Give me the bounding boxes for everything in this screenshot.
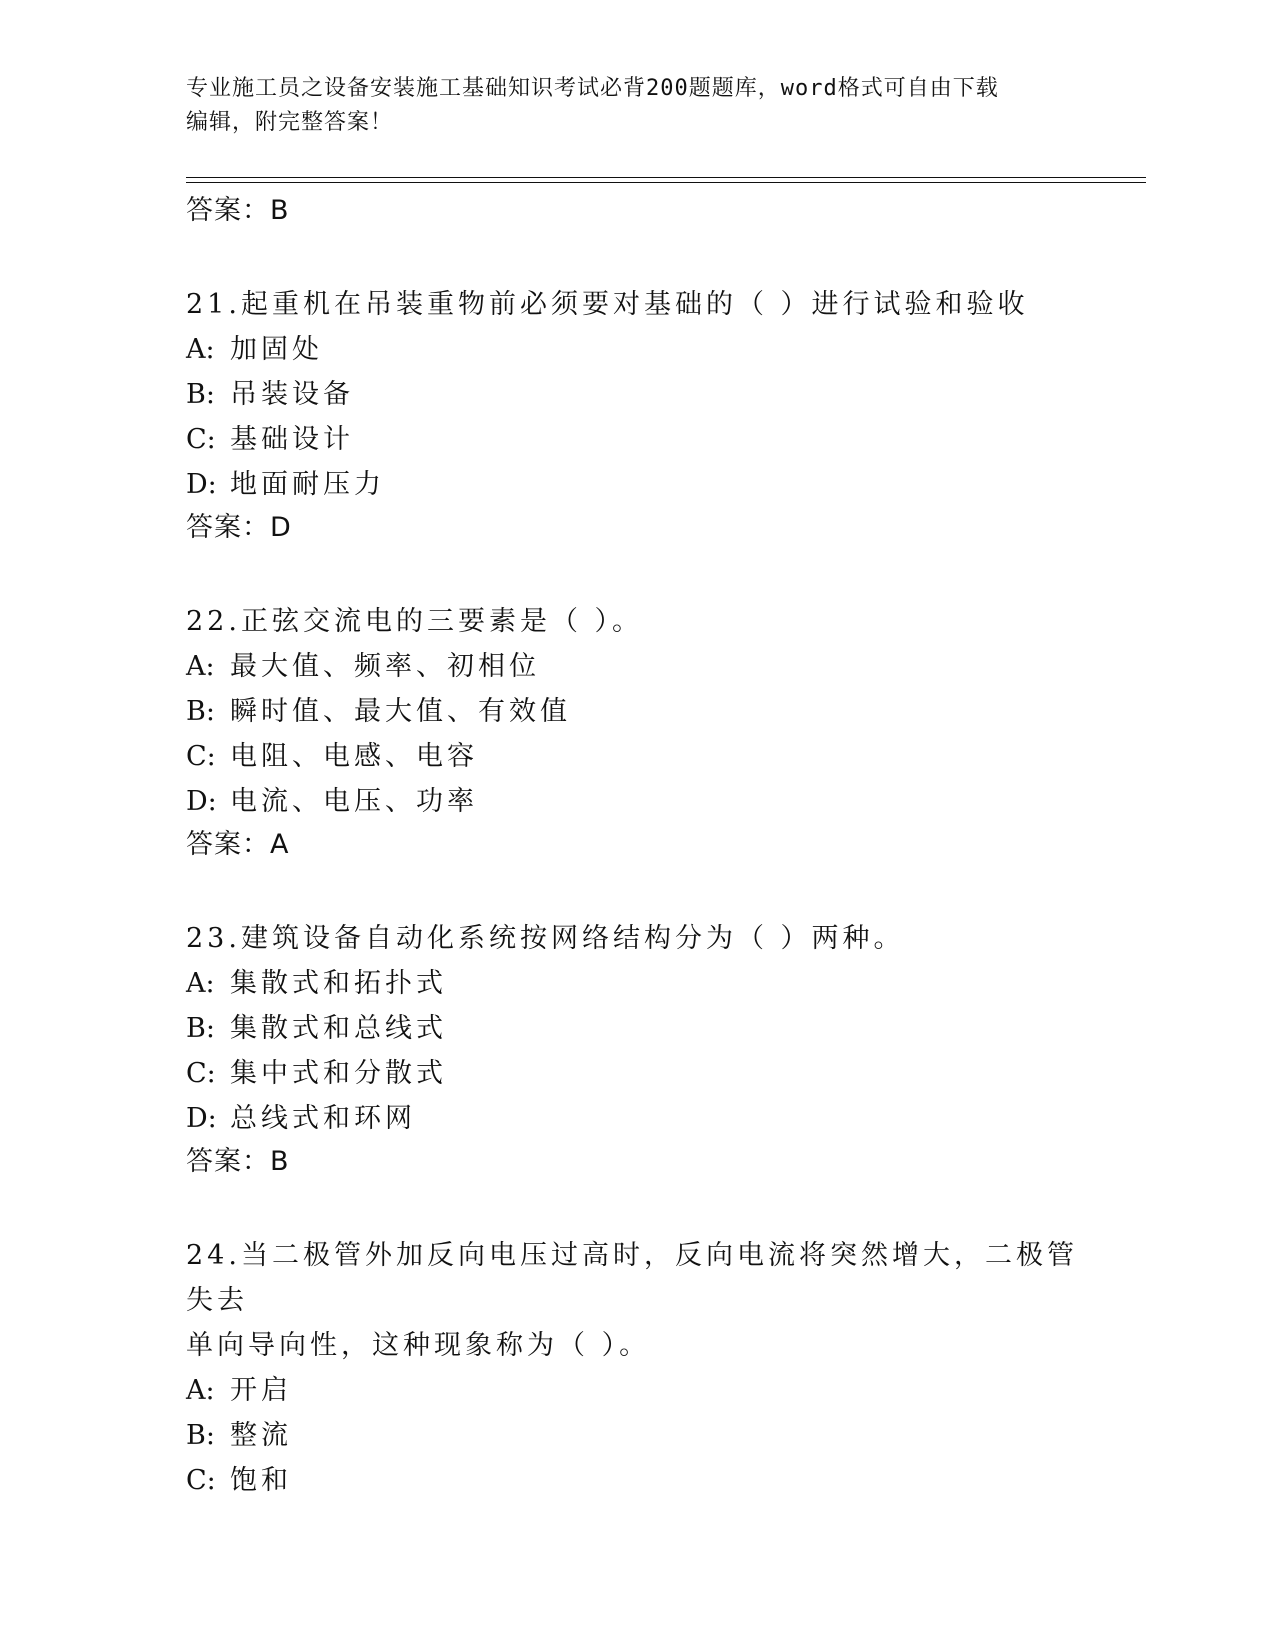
question-stem xyxy=(186,1233,1086,1368)
answer-value: D xyxy=(270,512,292,543)
answer-option xyxy=(186,327,1086,372)
header-divider-top xyxy=(186,177,1146,178)
question-stem-line: 单向导向性，这种现象称为（ ）。 xyxy=(186,1330,651,1361)
answer-prefix: 答案： xyxy=(186,195,270,226)
answer-option xyxy=(186,961,1086,1006)
option-key: C: xyxy=(186,424,216,455)
option-key: A: xyxy=(186,651,215,682)
option-key: B: xyxy=(186,696,215,727)
option-key: D: xyxy=(186,786,217,817)
answer-option xyxy=(186,644,1086,689)
question-stem-line: 22.正弦交流电的三要素是（ ）。 xyxy=(186,606,644,637)
answer-value: A xyxy=(270,829,290,860)
document-header xyxy=(186,72,1086,140)
option-key: D: xyxy=(186,1103,217,1134)
option-text: 开启 xyxy=(230,1375,292,1406)
option-text: 集中式和分散式 xyxy=(230,1058,447,1089)
answer-line xyxy=(186,1141,1086,1183)
option-text: 饱和 xyxy=(230,1465,292,1496)
option-text: 电阻、电感、电容 xyxy=(230,741,478,772)
option-text: 总线式和环网 xyxy=(230,1103,416,1134)
option-key: C: xyxy=(186,741,216,772)
option-text: 地面耐压力 xyxy=(230,469,385,500)
answer-option xyxy=(186,1368,1086,1413)
answer-option xyxy=(186,462,1086,507)
option-key: C: xyxy=(186,1058,216,1089)
option-key: B: xyxy=(186,379,215,410)
option-text: 瞬时值、最大值、有效值 xyxy=(230,696,571,727)
question-list xyxy=(186,190,1086,1503)
answer-option xyxy=(186,1006,1086,1051)
header-divider-bottom xyxy=(186,182,1146,183)
header-line-1: 专业施工员之设备安装施工基础知识考试必背200题题库，word格式可自由下载 xyxy=(186,76,999,101)
answer-line xyxy=(186,507,1086,549)
option-key: C: xyxy=(186,1465,216,1496)
answer-prefix: 答案： xyxy=(186,829,270,860)
question-stem-line: 24.当二极管外加反向电压过高时，反向电流将突然增大，二极管失去 xyxy=(186,1240,1078,1316)
option-text: 吊装设备 xyxy=(230,379,354,410)
header-line-2: 编辑，附完整答案！ xyxy=(186,110,394,135)
option-key: A: xyxy=(186,968,215,999)
option-text: 集散式和总线式 xyxy=(230,1013,447,1044)
option-text: 基础设计 xyxy=(230,424,354,455)
answer-value: B xyxy=(270,1146,290,1177)
option-text: 加固处 xyxy=(230,334,323,365)
answer-value: B xyxy=(270,195,290,226)
answer-option xyxy=(186,417,1086,462)
answer-option xyxy=(186,779,1086,824)
answer-line xyxy=(186,824,1086,866)
question-stem xyxy=(186,282,1086,327)
option-text: 最大值、频率、初相位 xyxy=(230,651,540,682)
question-stem-line: 21.起重机在吊装重物前必须要对基础的（ ）进行试验和验收 xyxy=(186,289,1029,320)
option-key: A: xyxy=(186,1375,215,1406)
option-text: 电流、电压、功率 xyxy=(230,786,478,817)
answer-line xyxy=(186,190,1086,232)
answer-option xyxy=(186,1051,1086,1096)
answer-option xyxy=(186,1413,1086,1458)
option-key: D: xyxy=(186,469,217,500)
answer-prefix: 答案： xyxy=(186,1146,270,1177)
answer-option xyxy=(186,734,1086,779)
option-text: 整流 xyxy=(230,1420,292,1451)
question-stem-line: 23.建筑设备自动化系统按网络结构分为（ ）两种。 xyxy=(186,923,905,954)
answer-option xyxy=(186,1096,1086,1141)
option-key: B: xyxy=(186,1013,215,1044)
answer-prefix: 答案： xyxy=(186,512,270,543)
option-text: 集散式和拓扑式 xyxy=(230,968,447,999)
question-stem xyxy=(186,916,1086,961)
option-key: B: xyxy=(186,1420,215,1451)
answer-option xyxy=(186,689,1086,734)
answer-option xyxy=(186,372,1086,417)
answer-option xyxy=(186,1458,1086,1503)
option-key: A: xyxy=(186,334,215,365)
question-stem xyxy=(186,599,1086,644)
